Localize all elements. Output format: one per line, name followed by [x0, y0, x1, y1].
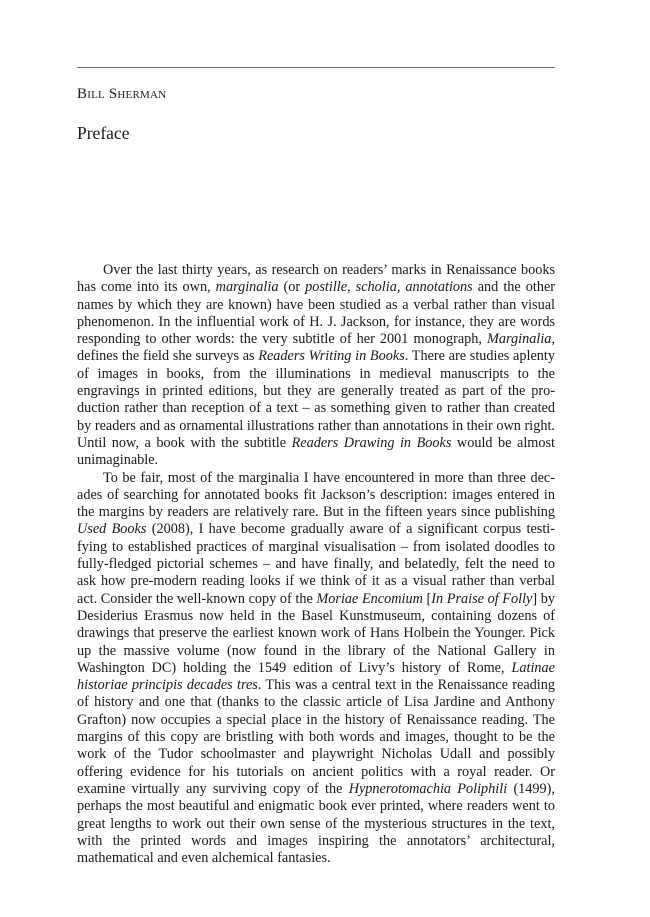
text-run: To be fair, most of the marginalia I have encountered in more than three decades of searching for annotated books fit Jackson’s description: images entered in the margins by readers are relatively rare. But in the fifteen years since publishing — [77, 469, 555, 521]
text-run: , — [396, 279, 406, 296]
text-run: [ — [422, 590, 432, 607]
italic-text: postille — [305, 279, 348, 296]
paragraph-2 — [77, 470, 555, 868]
italic-text: marginalia — [215, 279, 279, 296]
text-run: , defines the field she surveys as — [77, 331, 555, 365]
italic-text: Readers Writing in Books — [258, 348, 405, 365]
italic-text: annotations — [405, 279, 473, 296]
author-name: Bill Sherman — [77, 86, 167, 102]
italic-text: Latinae historiae principis decades tres — [77, 659, 555, 694]
italic-text: scholia — [355, 279, 397, 296]
italic-text: Used Books — [77, 521, 147, 538]
text-run: (or — [278, 279, 306, 296]
text-run: and the other names by which they are known) have been studied as a verbal rather than visual phenomenon. In the influential work of H. J. Jackson, for instance, they are words responding to other words: the very subtitle of her 2001 monograph, — [77, 279, 556, 348]
text-run: would be almost unimaginable. — [77, 434, 555, 469]
body-text — [77, 262, 555, 867]
paragraph-1 — [77, 262, 555, 470]
italic-text: Marginalia — [487, 331, 552, 348]
text-run: . There are studies aplenty of images in books, from the illuminations in medieval manuscripts to the engravings in printed editions, but they are generally treated as part of the production rather than reception of a text – as something given to rather than created by readers and as ornamental illustrations rather than annotations in their own right. Until now, a book with the subtitle — [77, 348, 555, 451]
text-run: , — [347, 279, 356, 296]
italic-text: In Praise of Folly — [431, 590, 533, 607]
chapter-title: Preface — [77, 123, 130, 143]
text-run: (2008), I have become gradually aware of a significant corpus testifying to established practices of marginal visualisation – from isolated doodles to fully-fledged pictorial schemes – and have finally, and belatedly, felt the need to ask how pre-modern reading looks if we think of it as a visual rather than verbal act. Consider the well-known copy of the — [77, 521, 555, 607]
text-run: ] by Desiderius Erasmus now held in the Basel Kunstmuseum, containing dozens of drawings that preserve the earliest known work of Hans Holbein the Younger. Pick up the massive volume (now found in the library of the National Gallery in Washington DC) holding the 1549 edition of Livy’s history of Rome, — [77, 590, 556, 676]
italic-text: Hypnerotomachia Poliphili — [348, 780, 508, 797]
text-run: (1499), perhaps the most beautiful and enigmatic book ever printed, where readers went to great lengths to work out their own sense of the mysterious structures in the text, with the printed words and images inspiring the annotators’ architectural, mathematical and even alchemical fantasies. — [77, 780, 555, 867]
italic-text: Moriae Encomium — [316, 590, 423, 607]
italic-text: Readers Drawing in Books — [291, 434, 452, 451]
header-rule — [77, 67, 555, 68]
text-run: . This was a central text in the Renaissance reading of history and one that (thanks to the classic article of Lisa Jardine and Anthony Grafton) now occupies a special place in the history of Renaissance reading. The margins of this copy are bristling with both words and images, thought to be the work of the Tudor schoolmaster and playwright Nicholas Udall and possibly offering evidence for his tutorials on ancient politics with a royal reader. Or examine virtually any surviving copy of the — [77, 677, 555, 797]
text-run: Over the last thirty years, as research on readers’ marks in Renaissance books has come into its own, — [77, 262, 555, 296]
